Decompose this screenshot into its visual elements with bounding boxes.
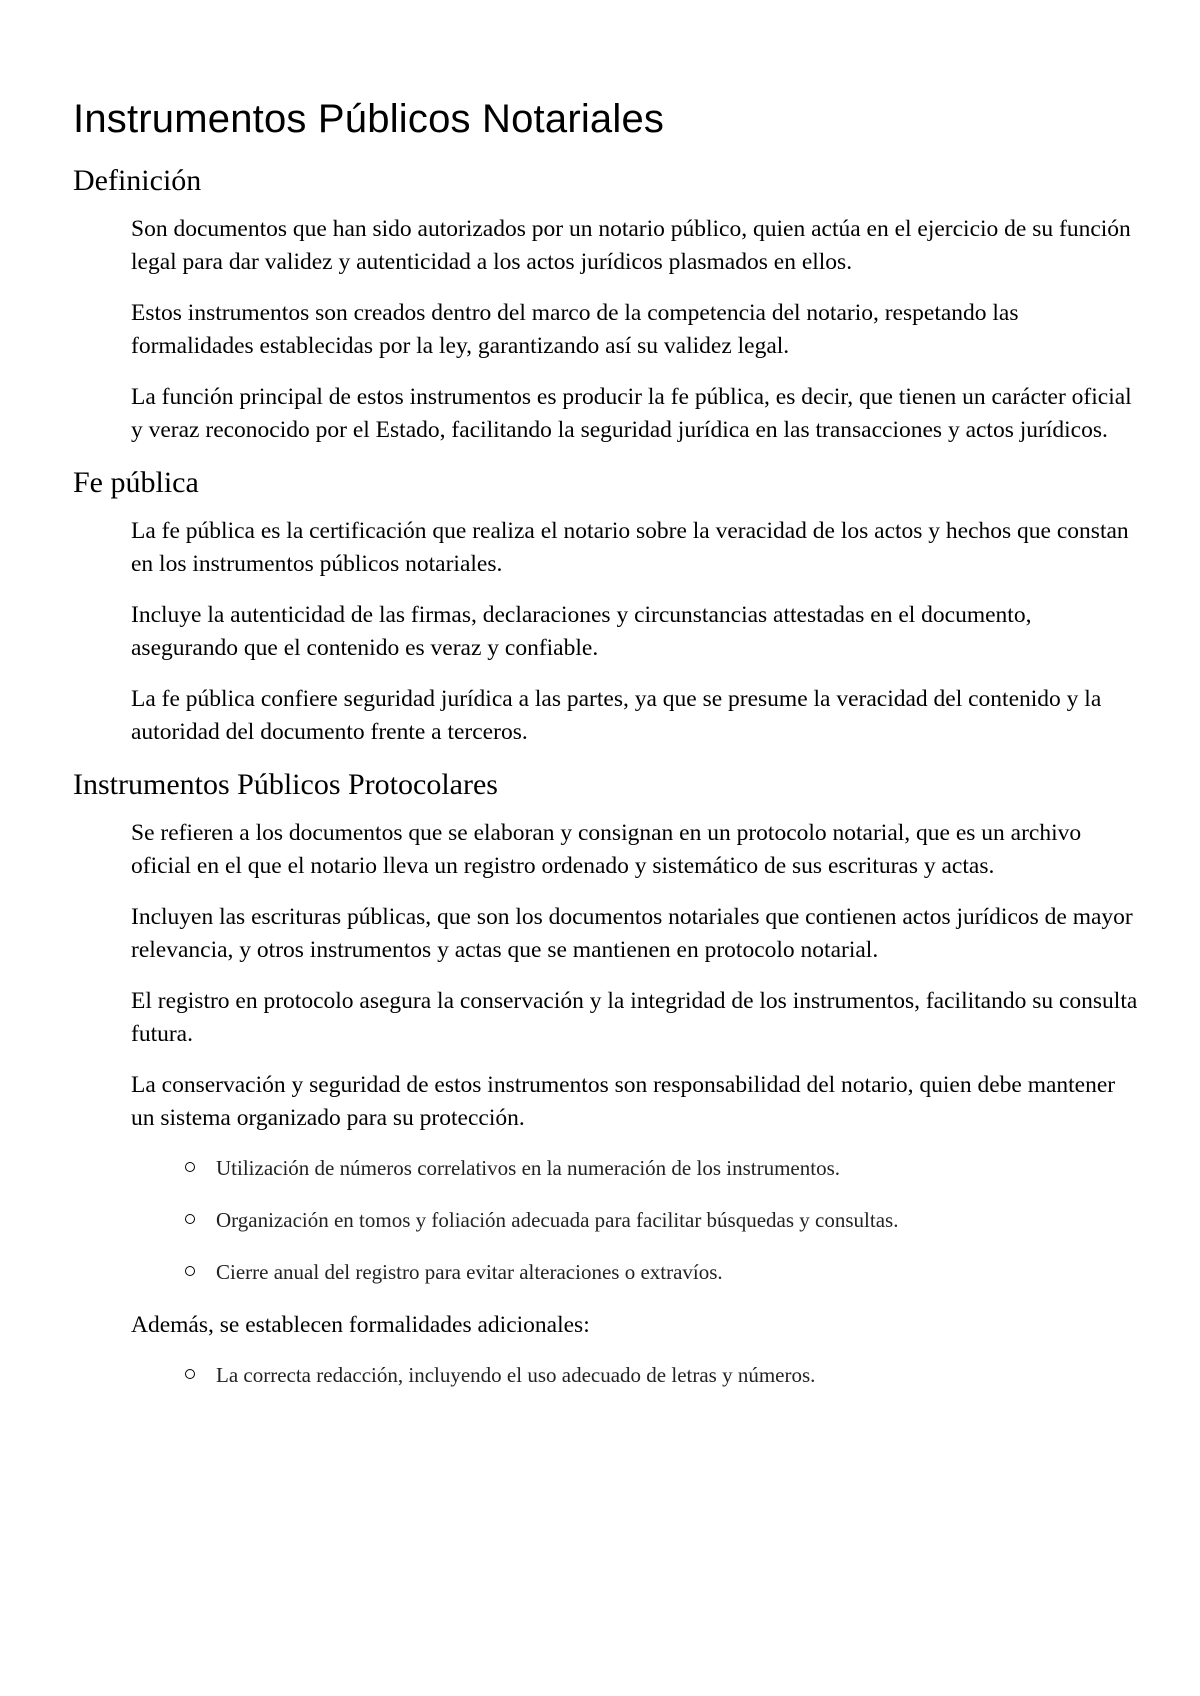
list-item-text: Organización en tomos y foliación adecuada para facilitar búsquedas y consultas. bbox=[216, 1208, 899, 1232]
section-heading-definicion: Definición bbox=[73, 164, 202, 197]
subheading-formalidades: Además, se establecen formalidades adicionales: bbox=[131, 1312, 590, 1338]
paragraph: Son documentos que han sido autorizados por un notario público, quien actúa en el ejercicio de su función legal para dar validez y autenticidad a los actos jurídicos plasmados en ellos. bbox=[131, 216, 1131, 275]
paragraph: La fe pública es la certificación que realiza el notario sobre la veracidad de los actos y hechos que constan en los instrumentos públicos notariales. bbox=[131, 518, 1129, 577]
section-heading-fe-publica: Fe pública bbox=[73, 466, 199, 499]
circle-bullet-icon bbox=[185, 1214, 195, 1224]
list-item bbox=[185, 1360, 1140, 1390]
paragraph: Incluye la autenticidad de las firmas, declaraciones y circunstancias attestadas en el documento, asegurando que el contenido es veraz y confiable. bbox=[131, 602, 1032, 661]
circle-bullet-icon bbox=[185, 1266, 195, 1276]
list-item bbox=[185, 1257, 1140, 1287]
circle-bullet-icon bbox=[185, 1162, 195, 1172]
paragraph: La conservación y seguridad de estos instrumentos son responsabilidad del notario, quien debe mantener un sistema organizado para su protección. bbox=[131, 1072, 1116, 1131]
bullet-list bbox=[185, 1153, 1140, 1287]
list-item-text: Cierre anual del registro para evitar alteraciones o extravíos. bbox=[216, 1260, 723, 1284]
paragraph: El registro en protocolo asegura la conservación y la integridad de los instrumentos, facilitando su consulta futura. bbox=[131, 988, 1138, 1047]
circle-bullet-icon bbox=[185, 1369, 195, 1379]
list-item bbox=[185, 1153, 1140, 1183]
paragraph: Incluyen las escrituras públicas, que son los documentos notariales que contienen actos jurídicos de mayor relevancia, y otros instrumentos y actas que se mantienen en protocolo notarial. bbox=[131, 904, 1133, 963]
paragraph: La función principal de estos instrumentos es producir la fe pública, es decir, que tienen un carácter oficial y veraz reconocido por el Estado, facilitando la seguridad jurídica en las transacciones y actos jurídicos. bbox=[131, 384, 1132, 443]
bullet-list bbox=[185, 1360, 1140, 1390]
paragraph: La fe pública confiere seguridad jurídica a las partes, ya que se presume la veracidad del contenido y la autoridad del documento frente a terceros. bbox=[131, 686, 1102, 745]
document-title: Instrumentos Públicos Notariales bbox=[73, 97, 665, 141]
list-item-text: La correcta redacción, incluyendo el uso adecuado de letras y números. bbox=[216, 1363, 816, 1387]
section-heading-protocolares: Instrumentos Públicos Protocolares bbox=[73, 768, 498, 801]
list-item-text: Utilización de números correlativos en la numeración de los instrumentos. bbox=[216, 1156, 840, 1180]
paragraph: Estos instrumentos son creados dentro del marco de la competencia del notario, respetando las formalidades establecidas por la ley, garantizando así su validez legal. bbox=[131, 300, 1019, 359]
list-item bbox=[185, 1205, 1140, 1235]
paragraph: Se refieren a los documentos que se elaboran y consignan en un protocolo notarial, que es un archivo oficial en el que el notario lleva un registro ordenado y sistemático de sus escrituras y actas. bbox=[131, 820, 1082, 879]
